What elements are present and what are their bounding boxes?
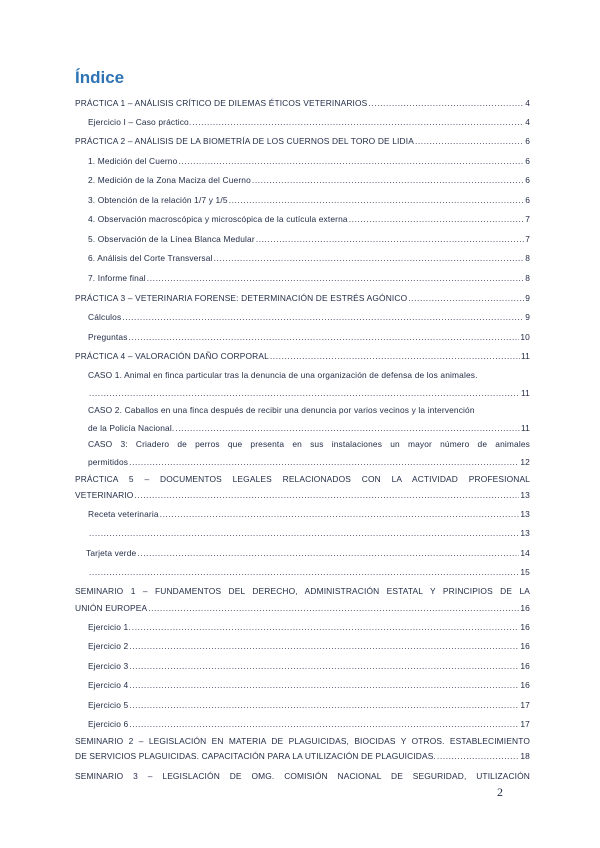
toc-entry-cuticula[interactable]: 4. Observación macroscópica y microscópica de la cutícula externa ..... 7 bbox=[75, 213, 530, 225]
toc-entry-zona-maciza[interactable]: 2. Medición de la Zona Maciza del Cuerno ..... 6 bbox=[75, 174, 530, 186]
toc-entry-practica-1[interactable]: PRÁCTICA 1 – ANÁLISIS CRÍTICO DE DILEMAS ÉTICOS VETERINARIOS ..... 4 bbox=[75, 97, 530, 109]
toc-entry-ejercicio-i[interactable]: Ejercicio I – Caso práctico. ..... 4 bbox=[75, 116, 530, 128]
toc-entry-corte-transversal[interactable]: 6. Análisis del Corte Transversal ..... 8 bbox=[75, 252, 530, 264]
toc-entry-caso-2[interactable]: CASO 2. Caballos en una finca después de recibir una denuncia por varios vecinos y la intervención de la Policía Nacional. ..... 11 bbox=[88, 404, 530, 434]
toc-entry-linea-blanca[interactable]: 5. Observación de la Línea Blanca Medular ..... 7 bbox=[75, 233, 530, 245]
toc-entry-seminario-1[interactable]: SEMINARIO 1 – FUNDAMENTOS DEL DERECHO, ADMINISTRACIÓN ESTATAL Y PRINCIPIOS DE LA UNIÓN EUROPEA ..... 16 bbox=[75, 585, 530, 614]
toc-entry-caso-3[interactable]: CASO 3: Criadero de perros que presenta en sus instalaciones un mayor número de animales permitidos ..... 12 bbox=[88, 438, 530, 468]
toc-entry-informe-final[interactable]: 7. Informe final ..... 8 bbox=[75, 272, 530, 284]
toc-entry-ejercicio-1[interactable]: Ejercicio 1. ..... 16 bbox=[75, 621, 530, 633]
toc-entry-ejercicio-6[interactable]: Ejercicio 6 ..... 17 bbox=[75, 718, 530, 730]
toc-entry-receta[interactable]: Receta veterinaria ..... 13 bbox=[75, 508, 530, 520]
toc-entry-seminario-2[interactable]: SEMINARIO 2 – LEGISLACIÓN EN MATERIA DE PLAGUICIDAS, BIOCIDAS Y OTROS. ESTABLECIMIENTO DE SERVICIOS PLAGUICIDAS. CAPACITACIÓN PARA LA UTILIZACIÓN DE PLAGUICIDAS. ..... 18 bbox=[75, 735, 530, 762]
toc-entry-practica-3[interactable]: PRÁCTICA 3 – VETERINARIA FORENSE: DETERMINACIÓN DE ESTRÉS AGÓNICO ..... 9 bbox=[75, 292, 530, 304]
toc-entry-untitled-15[interactable]: ..... 15 bbox=[75, 566, 530, 578]
toc-entry-calculos[interactable]: Cálculos ..... 9 bbox=[75, 311, 530, 323]
toc-entry-relacion[interactable]: 3. Obtención de la relación 1/7 y 1/5 ..... 6 bbox=[75, 194, 530, 206]
toc-entry-preguntas[interactable]: Preguntas ..... 10 bbox=[75, 331, 530, 343]
toc-entry-medicion-cuerno[interactable]: 1. Medición del Cuerno ..... 6 bbox=[75, 155, 530, 167]
toc-entry-seminario-3[interactable]: SEMINARIO 3 – LEGISLACIÓN DE OMG. COMISIÓN NACIONAL DE SEGURIDAD, UTILIZACIÓN bbox=[75, 771, 530, 781]
toc-entry-caso-1[interactable]: CASO 1. Animal en finca particular tras la denuncia de una organización de defensa de los animales. ..... 11 bbox=[88, 369, 530, 399]
toc-entry-ejercicio-4[interactable]: Ejercicio 4 ..... 16 bbox=[75, 679, 530, 691]
toc-entry-practica-2[interactable]: PRÁCTICA 2 – ANÁLISIS DE LA BIOMETRÍA DE LOS CUERNOS DEL TORO DE LIDIA ..... 6 bbox=[75, 135, 530, 147]
toc-entry-ejercicio-3[interactable]: Ejercicio 3 ..... 16 bbox=[75, 660, 530, 672]
toc-entry-practica-4[interactable]: PRÁCTICA 4 – VALORACIÓN DAÑO CORPORAL ..... 11 bbox=[75, 350, 530, 362]
toc-entry-untitled-13[interactable]: ..... 13 bbox=[75, 527, 530, 539]
toc-entry-ejercicio-2[interactable]: Ejercicio 2 ..... 16 bbox=[75, 640, 530, 652]
toc-entry-practica-5[interactable]: PRÁCTICA 5 – DOCUMENTOS LEGALES RELACIONADOS CON LA ACTIVIDAD PROFESIONAL VETERINARIO ..... 13 bbox=[75, 473, 530, 501]
toc-title: Índice bbox=[75, 68, 125, 87]
toc-entry-ejercicio-5[interactable]: Ejercicio 5 ..... 17 bbox=[75, 699, 530, 711]
page-number: 2 bbox=[497, 785, 503, 799]
toc-entry-tarjeta-verde[interactable]: Tarjeta verde ..... 14 bbox=[86, 547, 530, 559]
